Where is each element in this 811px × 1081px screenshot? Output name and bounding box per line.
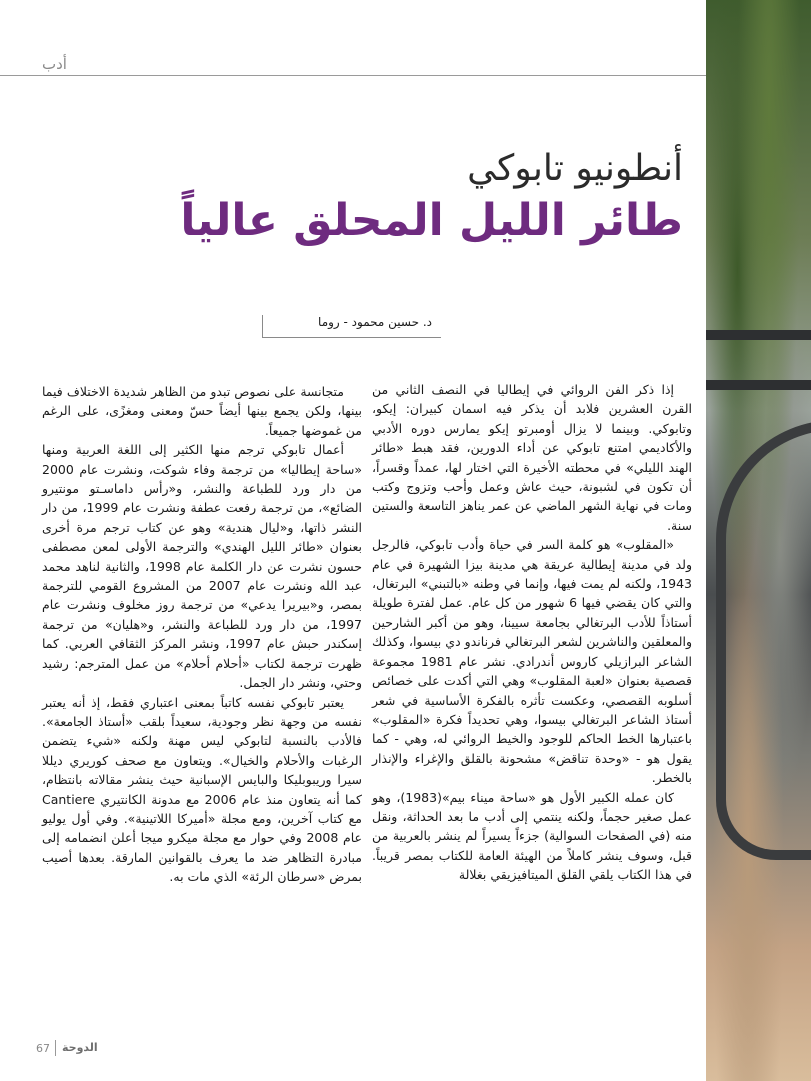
- paragraph: أعمال تابوكي ترجم منها الكثير إلى اللغة العربية ومنها «ساحة إيطاليا» من ترجمة وفاء شوكت، ونشرت عام 2000 من دار ورد للطباعة والنشر، و«رأس داماسـتو مونتيرو الضائع»، من ترجمة رفعت عطفة ونشرت عام 1999، من دار النشر ذاتها، و«ليال هندية» وهو عن كتاب ترجم مرة أخرى بعنوان «طائر الليل الهندي» والترجمة الأولى لمعن مصطفى حسون نشرت عن دار الكلمة عام 1998، والثانية لناهد محمد عبد الله ونشرت عام 2007 من المشروع القومي للترجمة بمصر، و«بيريرا يدعي» من ترجمة روز مخلوف ونشرت عام 1997، من دار ورد للطباعة والنشر، و«هليان» من ترجمة إسكندر حبش عام 1997، ونشر المركز الثقافي العربي. كما ظهرت ترجمة لكتاب «أحلام أحلام» من عمل المترجم: رشيد وحتي، ونشر دار الجمل.: [42, 442, 362, 691]
- article-title: طائر الليل المحلق عالياً: [180, 195, 683, 246]
- footer-divider: [55, 1040, 56, 1056]
- magazine-logo: الدوحة: [62, 1041, 98, 1054]
- railing-bar: [706, 330, 811, 340]
- byline: د. حسين محمود - روما: [318, 315, 432, 329]
- railing-bar: [706, 380, 811, 390]
- paragraph: يعتبر تابوكي نفسه كاتباً بمعنى اعتباري فقط، إذ أنه يعتبر نفسه من وجهة نظر وجودية، سعيداً بلقب «أستاذ الجامعة». فالأدب بالنسبة لتابوكي ليس مهنة ولكنه «شيء يتضمن الرغبات والأحلام والخيال». ويتعاون مع صحف كوريري ديللا سيرا وريبوبليكا والبايس الإسبانية حيث ينشر مقالاته بانتظام، كما أنه يتعاون منذ عام 2006 مع مدونة الكانتيري Cantiere مع كتاب آخرين، ومع مجلة «أميركا اللاتينية». وفي أول يوليو عام 2008 وفي حوار مع مجلة ميكرو ميجا أعلن انضمامه إلى مبادرة التظاهر ضد ما يعرف بالقوانين المارقة. بعدها أصيب بمرض «سرطان الرئة» الذي مات به.: [42, 694, 362, 885]
- header-rule: [0, 75, 706, 76]
- paragraph: كان عمله الكبير الأول هو «ساحة ميناء بيم»(1983)، وهو عمل صغير حجماً، ولكنه ينتمي إلى أدب ما بعد الحداثة، ونقل منه (في الصفحات السوالية) جزءاً يسيراً لم ينشر بالعربية من قبل، وسوف ينشر كاملاً من الهيئة العامة للكتاب بمصر قريباً. في هذا الكتاب يلقي القلق الميتافيزيقي بغلالة: [372, 789, 692, 883]
- article-photo: [706, 0, 811, 1081]
- page-number: 67: [36, 1042, 50, 1055]
- chair-outline: [716, 420, 811, 860]
- section-label: أدب: [42, 55, 67, 73]
- paragraph: إذا ذكر الفن الروائي في إيطاليا في النصف الثاني من القرن العشرين فلابد أن يذكر فيه اسمان كبيران: إيكو، وتابوكي. وبينما لا يزال أومبرتو إيكو يمارس دوره الأدبي والأكاديمي امتنع تابوكي عن أداء الدورين، فقد هبط «طائر الهند الليلي» في محطته الأخيرة التي اختار لها، عمداً وقسراً، أن تكون في لشبونة، حيث عاش وعمل وأحب وتزوج وكتب ومات في نهاية الشهر الماضي عن عمر يناهز التاسعة والستين سنة.: [372, 382, 692, 533]
- paragraph: «المقلوب» هو كلمة السر في حياة وأدب تابوكي، فالرجل ولد في مدينة إيطالية عريقة هي مدينة بيزا الشهيرة في عام 1943، ولكنه لم يمت فيها، وإنما في وطنه «بالتبني» البرتغال، والتي كان يقضي فيها 6 شهور من كل عام. عمل لفترة طويلة أستاذاً للأدب البرتغالي بجامعة سيينا، وهو من أكبر الشارحين والمعلقين والناشرين لشعر البرتغالي فرناندو دي بيسوا، وكذلك الشاعر البرازيلي كاروس أندرادي. نشر عام 1981 مجموعة قصصية بعنوان «لعبة المقلوب» وهي التي أكدت على خصائص أسلوبه القصصي، وعكست تأثره بالفكرة الأساسية في شعر أستاذ الشاعر البرتغالي بيسوا، وهي تحديداً فكرة «المقلوب» باعتبارها الخط الحاكم للوجود والخيط الروائي له، وهي - كما يقول هو - «وحدة تناقض» مشحونة بالقلق والإغراء والإنذار بالخطر.: [372, 537, 692, 786]
- text-column-right: [372, 380, 692, 885]
- text-column-left: [42, 382, 362, 887]
- article-subtitle: أنطونيو تابوكي: [467, 148, 683, 189]
- paragraph: متجانسة على نصوص تبدو من الظاهر شديدة الاختلاف فيما بينها، ولكن يجمع بينها أيضاً حسّ ومعنى ومغزًى، على الرغم من غموضها جميعاً.: [42, 384, 362, 438]
